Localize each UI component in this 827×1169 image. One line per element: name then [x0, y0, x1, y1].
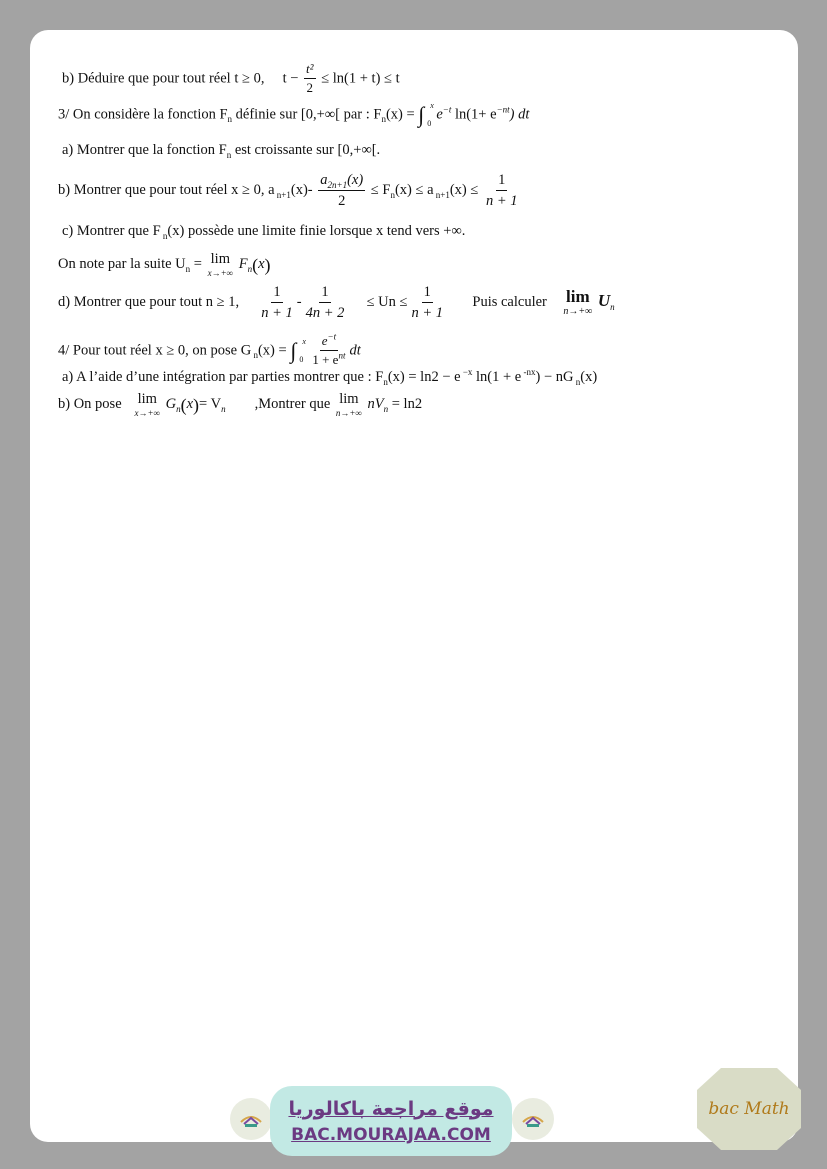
right-logo-icon [512, 1098, 554, 1140]
limit-x-infinity: lim x→+∞ [207, 251, 234, 278]
line-4a-integration-parts: a) A l’aide d’une intégration par parties montrer que : $F_n(x) = \ln 2 - e$ $^{-x}$ ln(1 + e $^{-nx}$) − nG $_n$(x) [62, 367, 598, 387]
footer-arabic-title: موقع مراجعة باكالوريا [288, 1097, 494, 1120]
integral-sign-g: ∫ 0 x [290, 336, 306, 364]
line-4b-vn: b) On pose lim x→+∞ $G_n(x)= V_n$ ,Montrer que lim n→+∞ $nV_n = \ln 2$ [58, 391, 423, 418]
limit-n-infinity-bold: lim n→+∞ [563, 287, 593, 318]
fraction-a2n1-over-2: $\frac{a_{2n+1}(x)}{2}$ [320, 172, 364, 209]
fraction-1-over-4n2: $\frac{1}{4n + 2}$ [305, 284, 345, 321]
line-3-definition: 3/ On considère la fonction $F_n$ définie sur [0,+∞[ par : $F_n(x)$ = ∫ 0 x $e^{-t}$ $\ln(1+ e^{-nt})$ dt [58, 101, 530, 128]
fraction-1-over-n1-b: $\frac{1}{n + 1}$ [411, 284, 443, 321]
limit-n-infinity-v: lim n→+∞ [335, 391, 362, 418]
line-3c-limit: c) Montrer que F $_n$(x) possède une limite finie lorsque x tend vers +∞. [62, 223, 466, 241]
integral-sign: ∫ 0 x [418, 101, 434, 128]
footer-banner[interactable] [270, 1086, 512, 1156]
line-3b-inequality: b) Montrer que pour tout réel x ≥ 0, a $_{n+1}$(x)- $\frac{a_{2n+1}(x)}{2}$ ≤ $F_n(x) \le a$ $_{n+1}$(x) ≤ $\frac{1}{n + 1}$ [58, 172, 518, 209]
fraction-1-over-n1-a: $\frac{1}{n + 1}$ [261, 284, 293, 321]
line-un-definition: On note par la suite $U_n$ = lim x→+∞ $F_n(x)$ [58, 251, 271, 278]
line-1b-deduce: b) Déduire que pour tout réel t ≥ 0, t − $\frac{\text{t²}}{2}$ ≤ ln(1 + t) ≤ t [62, 61, 400, 95]
limit-x-infinity-g: lim x→+∞ [134, 391, 160, 418]
footer-url-link[interactable]: BAC.MOURAJAA.COM [291, 1124, 491, 1145]
fraction-gn-integrand: $\frac{e^{-t}}{1 + e^{nt}}$ [312, 331, 346, 367]
fraction-1-over-n1: $\frac{1}{n + 1}$ [485, 172, 518, 209]
bac-math-badge: bac Math [695, 1066, 803, 1152]
fraction-t2-over-2: $\frac{\text{t²}}{2}$ [306, 61, 314, 95]
left-logo-icon [230, 1098, 272, 1140]
line-4-gn-definition: 4/ Pour tout réel x ≥ 0, on pose G $_n$(x) = ∫ 0 x $\frac{e^{-t}}{1 + e^{nt}}$ dt [58, 331, 361, 367]
line-3d-bounds: d) Montrer que pour tout n ≥ 1, $\frac{1}{n + 1}$ - $\frac{1}{4n + 2}$ ≤ Un ≤ $\frac{1}{n + 1}$ Puis calculer lim n→+∞ $U_n$ [58, 284, 615, 321]
line-3a-increasing: a) Montrer que la fonction $F_n$ est croissante sur [0,+∞[. [62, 142, 381, 160]
